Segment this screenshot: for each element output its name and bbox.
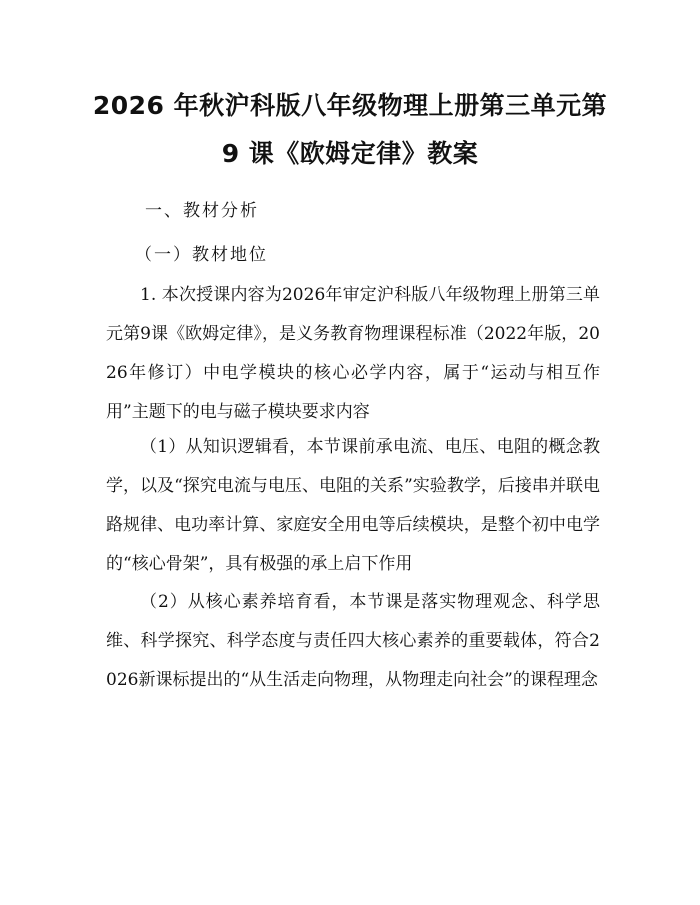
document-title-line-2: 9 课《欧姆定律》教案 [221, 139, 479, 168]
subsection-heading: （一）教材地位 [135, 245, 268, 265]
paragraph-1: 1. 本次授课内容为2026年审定沪科版八年级物理上册第三单元第9课《欧姆定律》，是义务教育物理课程标准（2022年版，2026年修订）中电学模块的核心必学内容，属于“运动与相互作用”主题下的电与磁子模块要求内容 [106, 285, 600, 422]
paragraph-3: （2）从核心素养培育看，本节课是落实物理观念、科学思维、科学探究、科学态度与责任四大核心素养的重要载体，符合2026新课标提出的“从生活走向物理，从物理走向社会”的课程理念 [106, 592, 600, 690]
section-heading: 一、教材分析 [145, 201, 259, 221]
paragraph-2: （1）从知识逻辑看，本节课前承电流、电压、电阻的概念教学，以及“探究电流与电压、电阻的关系”实验教学，后接串并联电路规律、电功率计算、家庭安全用电等后续模块，是整个初中电学的“核心骨架”，具有极强的承上启下作用 [106, 437, 600, 574]
document-title-line-1: 2026 年秋沪科版八年级物理上册第三单元第 [92, 91, 608, 120]
